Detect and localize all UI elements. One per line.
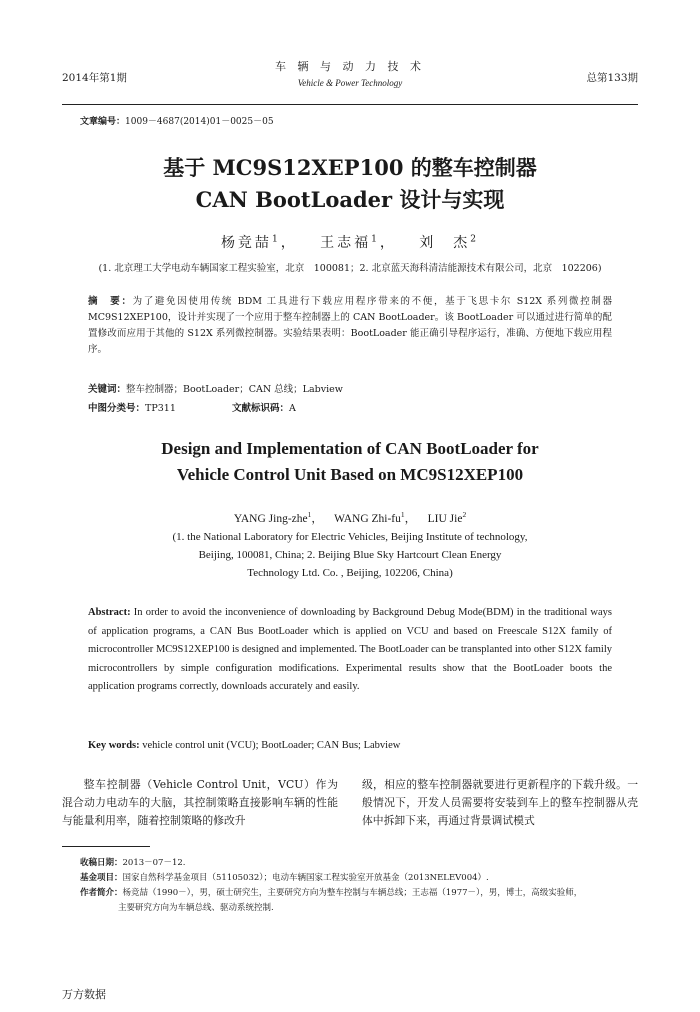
author-separator: ， bbox=[379, 235, 397, 251]
author-en-name: WANG Zhi-fu bbox=[334, 513, 401, 525]
abstract-cn-text: 为了避免因使用传统 BDM 工具进行下载应用程序带来的不便，基于飞思卡尔 S12X 系列微控制器 MC9S12XEP100，设计并实现了一个应用于整车控制器上的 CAN BootLoader。该 BootLoader 可以通过进行简单的配置修改而应用于其他的 S12X 系列微控制器。实验结果表明：BootLoader 能正确引导程序运行，准确、方便地下载应用程序。 bbox=[88, 296, 612, 355]
abstract-en-text: In order to avoid the inconvenience of downloading by Background Debug Mode(BDM) in the traditional ways of application programs, a CAN Bus BootLoader which is applied on VCU and based on Freescale S12X family of microcontroller MC9S12XEP100 is designed and implemented. The BootLoader can be transplanted into other S12X family microcontrollers by simple configuration modifications. Experimental results show that the BootLoader boots the application programs correctly, downloads accurately and easily. bbox=[88, 607, 613, 692]
footnote-label: 收稿日期： bbox=[80, 858, 123, 868]
affiliation-en-line: Beijing, 100081, China; 2. Beijing Blue Sky Hartcourt Clean Energy bbox=[198, 549, 502, 561]
footnote-received bbox=[80, 856, 640, 871]
abstract-en-label: Abstract: bbox=[88, 607, 131, 618]
clc-value: TP311 bbox=[145, 403, 176, 414]
footnote-continuation: 主要研究方向为车辆总线、驱动系统控制. bbox=[118, 903, 274, 913]
author-en-sup: 1 bbox=[307, 510, 312, 520]
title-en-line1: Design and Implementation of CAN BootLoader for bbox=[161, 439, 539, 458]
clc-number bbox=[88, 400, 176, 414]
author-separator: ， bbox=[280, 235, 298, 251]
authors-en bbox=[0, 510, 700, 526]
author-en-sup: 1 bbox=[400, 510, 405, 520]
keywords-en bbox=[88, 740, 400, 751]
footnotes bbox=[80, 856, 640, 916]
article-number-label: 文章编号： bbox=[80, 117, 126, 127]
article-number bbox=[80, 114, 274, 127]
running-header bbox=[62, 58, 638, 105]
author-en-name: LIU Jie bbox=[427, 513, 463, 525]
clc-label: 中图分类号： bbox=[88, 403, 146, 414]
body-column-right bbox=[362, 776, 638, 830]
body-column-left bbox=[62, 776, 338, 830]
abstract-cn-label: 摘 要： bbox=[88, 296, 133, 307]
author-cn-sup: 1 bbox=[371, 234, 380, 245]
body-text-right: 级，相应的整车控制器就要进行更新程序的下载升级。一般情况下，开发人员需要将安装到车上的整车控制器从壳体中拆卸下来，再通过背景调试模式 bbox=[362, 778, 638, 827]
abstract-en bbox=[88, 604, 612, 697]
doc-code-value: A bbox=[289, 403, 296, 414]
author-cn-sup: 1 bbox=[271, 234, 281, 245]
affiliation-en bbox=[0, 528, 700, 582]
footnote-label: 基金项目： bbox=[80, 873, 123, 883]
keywords-cn-text: 整车控制器；BootLoader；CAN 总线；Labview bbox=[126, 384, 343, 395]
affiliation-en-line: (1. the National Laboratory for Electric Vehicles, Beijing Institute of technology, bbox=[172, 531, 528, 543]
authors-cn bbox=[0, 232, 700, 252]
footnote-text: 杨竞喆（1990－），男，硕士研究生，主要研究方向为整车控制与车辆总线；王志福（1977－），男，博士，高级实验师， bbox=[122, 888, 583, 898]
footnote-text: 2013－07－12. bbox=[122, 858, 186, 868]
author-en-name: YANG Jing-zhe bbox=[233, 513, 308, 525]
keywords-cn bbox=[88, 382, 343, 398]
doc-code-label: 文献标识码： bbox=[232, 403, 290, 414]
abstract-cn bbox=[88, 294, 612, 358]
article-number-value: 1009－4687(2014)01－0025－05 bbox=[125, 117, 274, 127]
issue-label: 2014年第1期 bbox=[62, 72, 127, 84]
author-cn-name: 王志福 bbox=[320, 235, 372, 251]
author-separator: ， bbox=[311, 513, 323, 525]
author-cn-sup: 2 bbox=[470, 234, 480, 245]
title-cn-line1: 基于 MC9S12XEP100 的整车控制器 bbox=[163, 155, 537, 180]
affiliation-cn: (1. 北京理工大学电动车辆国家工程实验室，北京 100081；2. 北京蓝天海科清洁能源技术有限公司，北京 102206) bbox=[98, 263, 602, 274]
title-en-line2: Vehicle Control Unit Based on MC9S12XEP100 bbox=[176, 465, 524, 484]
author-cn-name: 刘 杰 bbox=[419, 235, 471, 251]
title-cn-line2: CAN BootLoader 设计与实现 bbox=[195, 187, 505, 212]
total-issue-label: 总第133期 bbox=[586, 72, 638, 84]
wanfang-watermark: 万方数据 bbox=[62, 988, 106, 1001]
footnote-author-bio bbox=[80, 886, 640, 901]
document-code bbox=[232, 400, 296, 414]
author-separator: ， bbox=[404, 513, 417, 525]
author-cn-name: 杨竞喆 bbox=[220, 235, 272, 251]
keywords-en-text: vehicle control unit (VCU); BootLoader; CAN Bus; Labview bbox=[142, 740, 401, 751]
footnote-label: 作者简介： bbox=[80, 888, 123, 898]
author-en-sup: 2 bbox=[462, 510, 467, 520]
title-cn bbox=[0, 152, 700, 216]
body-text-left: 整车控制器（Vehicle Control Unit，VCU）作为混合动力电动车的大脑，其控制策略直接影响车辆的性能与能量利用率，随着控制策略的修改升 bbox=[62, 778, 338, 827]
footnote-text: 国家自然科学基金项目（51105032）；电动车辆国家工程实验室开放基金（2013NELEV004）. bbox=[122, 873, 489, 883]
journal-name bbox=[62, 58, 638, 88]
title-en bbox=[0, 436, 700, 488]
footnote-divider bbox=[62, 846, 150, 847]
keywords-en-label: Key words: bbox=[88, 740, 140, 751]
keywords-cn-label: 关键词： bbox=[88, 384, 127, 395]
journal-name-en: Vehicle & Power Technology bbox=[297, 78, 403, 88]
footnote-funding bbox=[80, 871, 640, 886]
journal-name-cn: 车 辆 与 动 力 技 术 bbox=[275, 60, 425, 73]
affiliation-en-line: Technology Ltd. Co. , Beijing, 102206, China) bbox=[247, 567, 453, 579]
